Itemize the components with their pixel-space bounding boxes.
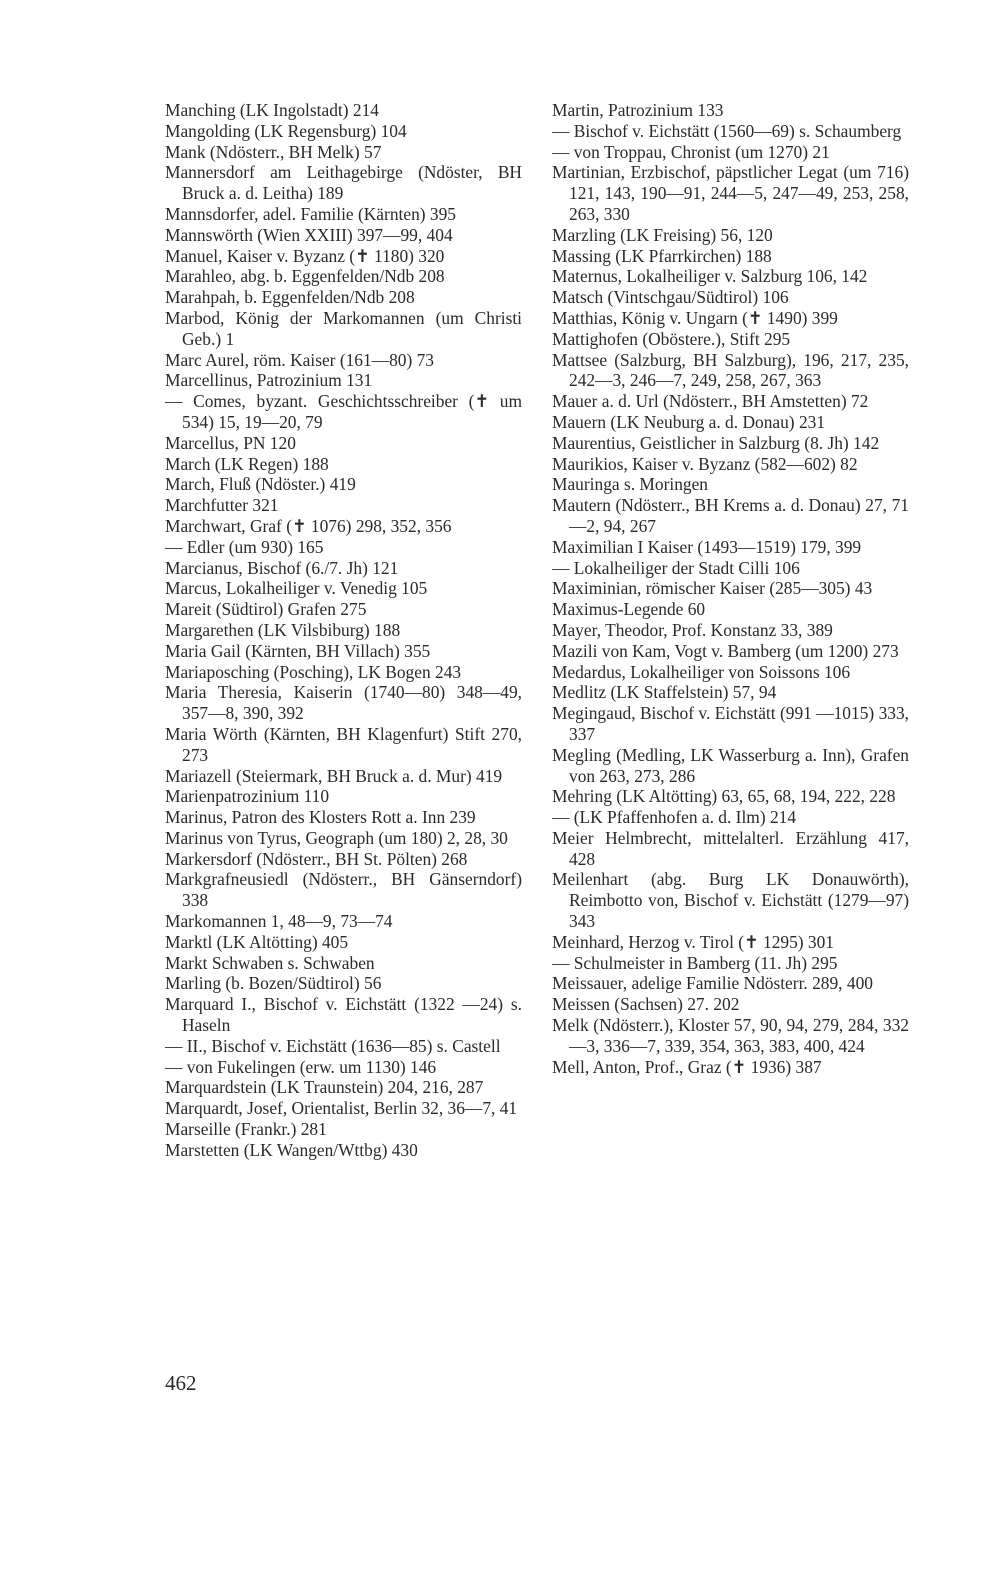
index-entry: Mayer, Theodor, Prof. Konstanz 33, 389 bbox=[552, 619, 833, 640]
index-column-left bbox=[165, 100, 522, 1161]
index-entry: Marahleo, abg. b. Eggenfelden/Ndb 208 bbox=[165, 266, 445, 287]
index-entry: Matsch (Vintschgau/Südtirol) 106 bbox=[552, 287, 789, 308]
index-entry: Mannersdorf am Leithagebirge (Ndöster, BH Bruck a. d. Leitha) 189 bbox=[165, 162, 522, 204]
index-entry: Marzling (LK Freising) 56, 120 bbox=[552, 224, 773, 245]
index-entry: Mauern (LK Neuburg a. d. Donau) 231 bbox=[552, 411, 826, 432]
index-entry: Massing (LK Pfarrkirchen) 188 bbox=[552, 245, 772, 266]
index-entry: Marcianus, Bischof (6./7. Jh) 121 bbox=[165, 557, 399, 578]
index-entry: Maria Gail (Kärnten, BH Villach) 355 bbox=[165, 640, 431, 661]
index-entry: Maximilian I Kaiser (1493—1519) 179, 399 bbox=[552, 536, 862, 557]
index-entry: Marktl (LK Altötting) 405 bbox=[165, 931, 349, 952]
index-entry: Margarethen (LK Vilsbiburg) 188 bbox=[165, 619, 401, 640]
index-entry: — von Fukelingen (erw. um 1130) 146 bbox=[165, 1056, 437, 1077]
index-entry: — von Troppau, Chronist (um 1270) 21 bbox=[552, 141, 830, 162]
index-entry: Meier Helmbrecht, mittelalterl. Erzählung 417, 428 bbox=[552, 827, 909, 869]
index-entry: Mauer a. d. Url (Ndösterr., BH Amstetten) 72 bbox=[552, 391, 869, 412]
index-entry: Mangolding (LK Regensburg) 104 bbox=[165, 120, 407, 141]
index-entry: Marchfutter 321 bbox=[165, 495, 279, 516]
index-entry: Mell, Anton, Prof., Graz (✝ 1936) 387 bbox=[552, 1056, 822, 1077]
index-entry: Marling (b. Bozen/Südtirol) 56 bbox=[165, 973, 382, 994]
index-entry: Markt Schwaben s. Schwaben bbox=[165, 952, 375, 973]
index-column-right bbox=[552, 100, 909, 1077]
index-entry: Mazili von Kam, Vogt v. Bamberg (um 1200) 273 bbox=[552, 640, 899, 661]
index-entry: Mariazell (Steiermark, BH Bruck a. d. Mur) 419 bbox=[165, 765, 503, 786]
index-entry: Mauringa s. Moringen bbox=[552, 474, 709, 495]
index-entry: Maria Wörth (Kärnten, BH Klagenfurt) Stift 270, 273 bbox=[165, 723, 522, 765]
index-entry: Medardus, Lokalheiliger von Soissons 106 bbox=[552, 661, 851, 682]
index-entry: Marquardstein (LK Traunstein) 204, 216, 287 bbox=[165, 1077, 484, 1098]
index-entry: Marc Aurel, röm. Kaiser (161—80) 73 bbox=[165, 349, 435, 370]
index-entry: Martin, Patrozinium 133 bbox=[552, 100, 724, 120]
index-entry: Marchwart, Graf (✝ 1076) 298, 352, 356 bbox=[165, 515, 452, 536]
index-entry: March (LK Regen) 188 bbox=[165, 453, 329, 474]
index-entry: Martinian, Erzbischof, päpstlicher Legat (um 716) 121, 143, 190—91, 244—5, 247—49, 253, 258, 263, 330 bbox=[552, 162, 909, 224]
index-entry: Marstetten (LK Wangen/Wttbg) 430 bbox=[165, 1139, 418, 1160]
index-entry: Meilenhart (abg. Burg LK Donauwörth), Reimbotto von, Bischof v. Eichstätt (1279—97) 343 bbox=[552, 869, 909, 932]
index-entry: Mannswörth (Wien XXIII) 397—99, 404 bbox=[165, 224, 453, 245]
index-entry: Marienpatrozinium 110 bbox=[165, 786, 330, 807]
index-entry: — Lokalheiliger der Stadt Cilli 106 bbox=[552, 557, 800, 578]
index-entry: Marquardt, Josef, Orientalist, Berlin 32, 36—7, 41 bbox=[165, 1098, 518, 1119]
index-entry: Mank (Ndösterr., BH Melk) 57 bbox=[165, 141, 382, 162]
index-entry: Mehring (LK Altötting) 63, 65, 68, 194, 222, 228 bbox=[552, 786, 896, 807]
index-entry: Maria Theresia, Kaiserin (1740—80) 348—49, 357—8, 390, 392 bbox=[165, 682, 522, 724]
index-entry: Marcellus, PN 120 bbox=[165, 432, 296, 453]
index-entry: Mannsdorfer, adel. Familie (Kärnten) 395 bbox=[165, 203, 456, 224]
index-entry: — Edler (um 930) 165 bbox=[165, 536, 324, 557]
index-entry: — Schulmeister in Bamberg (11. Jh) 295 bbox=[552, 952, 838, 973]
index-entry: Medlitz (LK Staffelstein) 57, 94 bbox=[552, 682, 777, 703]
index-entry: Maximus-Legende 60 bbox=[552, 599, 706, 620]
index-entry: — Comes, byzant. Geschichtsschreiber (✝ um 534) 15, 19—20, 79 bbox=[165, 391, 522, 432]
index-entry: Mattighofen (Oböstere.), Stift 295 bbox=[552, 328, 791, 349]
index-entry: Manuel, Kaiser v. Byzanz (✝ 1180) 320 bbox=[165, 245, 445, 266]
index-entry: March, Fluß (Ndöster.) 419 bbox=[165, 474, 356, 495]
index-entry: Markomannen 1, 48—9, 73—74 bbox=[165, 911, 393, 932]
index-entry: Marquard I., Bischof v. Eichstätt (1322 —24) s. Haseln bbox=[165, 994, 522, 1036]
index-entry: Maurikios, Kaiser v. Byzanz (582—602) 82 bbox=[552, 453, 858, 474]
index-entry: Marahpah, b. Eggenfelden/Ndb 208 bbox=[165, 287, 415, 308]
index-entry: Manching (LK Ingolstadt) 214 bbox=[165, 100, 379, 120]
index-entry: Megling (Medling, LK Wasserburg a. Inn), Grafen von 263, 273, 286 bbox=[552, 744, 909, 786]
index-entry: Marcellinus, Patrozinium 131 bbox=[165, 370, 373, 391]
index-entry: — Bischof v. Eichstätt (1560—69) s. Schaumberg bbox=[552, 120, 902, 141]
index-entry: — (LK Pfaffenhofen a. d. Ilm) 214 bbox=[552, 807, 797, 828]
index-entry: Markersdorf (Ndösterr., BH St. Pölten) 268 bbox=[165, 848, 468, 869]
index-entry: — II., Bischof v. Eichstätt (1636—85) s. Castell bbox=[165, 1035, 501, 1056]
index-entry: Marinus, Patron des Klosters Rott a. Inn 239 bbox=[165, 807, 476, 828]
index-entry: Maternus, Lokalheiliger v. Salzburg 106, 142 bbox=[552, 266, 868, 287]
index-entry: Mautern (Ndösterr., BH Krems a. d. Donau) 27, 71—2, 94, 267 bbox=[552, 495, 909, 536]
index-entry: Marseille (Frankr.) 281 bbox=[165, 1119, 327, 1140]
index-entry: Mattsee (Salzburg, BH Salzburg), 196, 217, 235, 242—3, 246—7, 249, 258, 267, 363 bbox=[552, 349, 909, 391]
page-number: 462 bbox=[165, 1371, 197, 1395]
index-entry: Melk (Ndösterr.), Kloster 57, 90, 94, 279, 284, 332—3, 336—7, 339, 354, 363, 383, 400, 424 bbox=[552, 1015, 909, 1056]
index-entry: Markgrafneusiedl (Ndösterr., BH Gänserndorf) 338 bbox=[165, 869, 522, 911]
index-entry: Marcus, Lokalheiliger v. Venedig 105 bbox=[165, 578, 428, 599]
index-entry: Maximinian, römischer Kaiser (285—305) 43 bbox=[552, 578, 873, 599]
index-entry: Meinhard, Herzog v. Tirol (✝ 1295) 301 bbox=[552, 931, 835, 952]
index-entry: Meissen (Sachsen) 27. 202 bbox=[552, 994, 740, 1015]
index-entry: Maurentius, Geistlicher in Salzburg (8. Jh) 142 bbox=[552, 432, 880, 453]
index-entry: Megingaud, Bischof v. Eichstätt (991 —1015) 333, 337 bbox=[552, 703, 909, 744]
index-entry: Matthias, König v. Ungarn (✝ 1490) 399 bbox=[552, 307, 838, 328]
index-entry: Mareit (Südtirol) Grafen 275 bbox=[165, 599, 367, 620]
index-entry: Marinus von Tyrus, Geograph (um 180) 2, 28, 30 bbox=[165, 827, 508, 848]
index-entry: Marbod, König der Markomannen (um Christi Geb.) 1 bbox=[165, 307, 522, 349]
index-entry: Meissauer, adelige Familie Ndösterr. 289, 400 bbox=[552, 973, 873, 994]
index-entry: Mariaposching (Posching), LK Bogen 243 bbox=[165, 661, 462, 682]
